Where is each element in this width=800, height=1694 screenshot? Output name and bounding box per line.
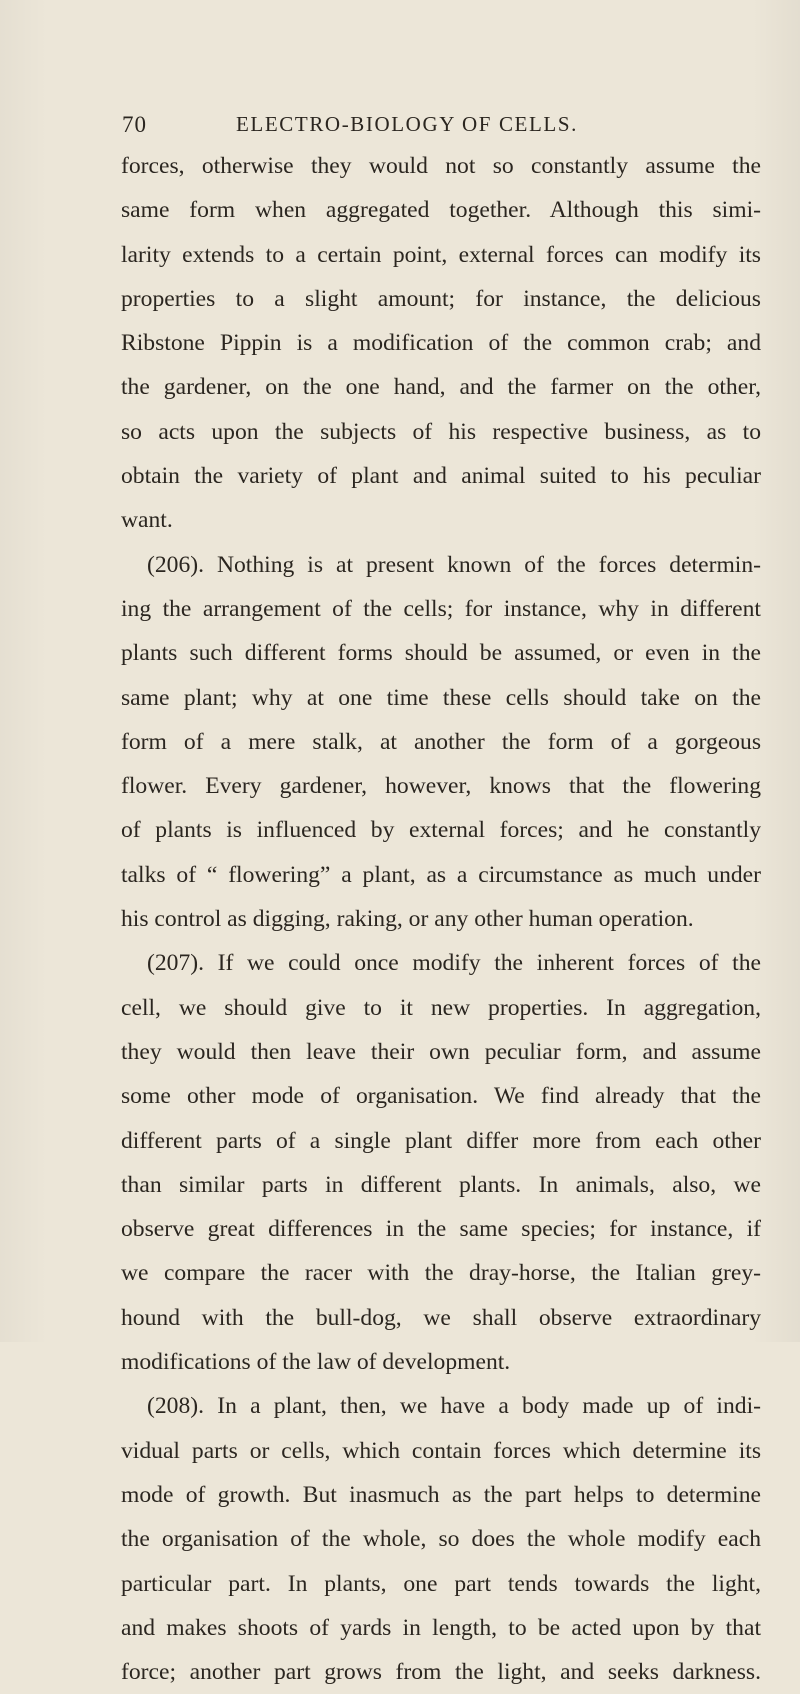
text-line: the organisation of the whole, so does the whole modify each bbox=[121, 1526, 761, 1553]
body-text bbox=[121, 144, 761, 1694]
text-line: cell, we should give to it new properties. In aggregation, bbox=[121, 994, 761, 1021]
text-line: modifications of the law of development. bbox=[121, 1349, 511, 1376]
text-line: want. bbox=[121, 507, 173, 534]
page-header bbox=[122, 112, 758, 142]
paragraph-206-start: (206). Nothing is at present known of the forces determin- bbox=[147, 551, 761, 578]
text-line: plants such different forms should be assumed, or even in the bbox=[121, 640, 761, 667]
page-number: 70 bbox=[122, 112, 147, 137]
text-line: same form when aggregated together. Although this simi- bbox=[121, 197, 761, 224]
text-line: the gardener, on the one hand, and the farmer on the other, bbox=[121, 374, 761, 401]
paragraph-207-start: (207). If we could once modify the inherent forces of the bbox=[147, 950, 761, 977]
text-line: they would then leave their own peculiar form, and assume bbox=[121, 1038, 761, 1065]
text-line: form of a mere stalk, at another the form of a gorgeous bbox=[121, 728, 761, 755]
paragraph-208-start: (208). In a plant, then, we have a body made up of indi- bbox=[147, 1393, 761, 1420]
running-title: ELECTRO-BIOLOGY OF CELLS. bbox=[236, 112, 578, 136]
text-line: we compare the racer with the dray-horse, the Italian grey- bbox=[121, 1260, 761, 1287]
text-line: and makes shoots of yards in length, to be acted upon by that bbox=[121, 1614, 761, 1641]
text-line: obtain the variety of plant and animal suited to his peculiar bbox=[121, 463, 761, 490]
text-line: hound with the bull-dog, we shall observe extraordinary bbox=[121, 1304, 761, 1331]
text-line: mode of growth. But inasmuch as the part helps to determine bbox=[121, 1481, 761, 1508]
text-line: same plant; why at one time these cells should take on the bbox=[121, 684, 761, 711]
text-line: observe great differences in the same species; for instance, if bbox=[121, 1216, 761, 1243]
text-line: than similar parts in different plants. In animals, also, we bbox=[121, 1171, 761, 1198]
text-line: force; another part grows from the light, and seeks darkness. bbox=[121, 1659, 761, 1686]
text-line: properties to a slight amount; for instance, the delicious bbox=[121, 285, 761, 312]
text-line: his control as digging, raking, or any other human operation. bbox=[121, 906, 694, 933]
text-line: particular part. In plants, one part tends towards the light, bbox=[121, 1570, 761, 1597]
text-line: some other mode of organisation. We find already that the bbox=[121, 1083, 761, 1110]
text-line: of plants is influenced by external forces; and he constantly bbox=[121, 817, 761, 844]
text-line: so acts upon the subjects of his respective business, as to bbox=[121, 418, 761, 445]
text-line: flower. Every gardener, however, knows that the flowering bbox=[121, 773, 761, 800]
text-line: forces, otherwise they would not so constantly assume the bbox=[121, 153, 761, 179]
text-line: Ribstone Pippin is a modification of the common crab; and bbox=[121, 330, 761, 357]
text-line: different parts of a single plant differ more from each other bbox=[121, 1127, 761, 1154]
text-line: talks of “ flowering” a plant, as a circumstance as much under bbox=[121, 861, 761, 888]
text-line: vidual parts or cells, which contain forces which determine its bbox=[121, 1437, 761, 1464]
text-line: ing the arrangement of the cells; for instance, why in different bbox=[121, 595, 761, 622]
text-line: larity extends to a certain point, external forces can modify its bbox=[121, 241, 761, 268]
